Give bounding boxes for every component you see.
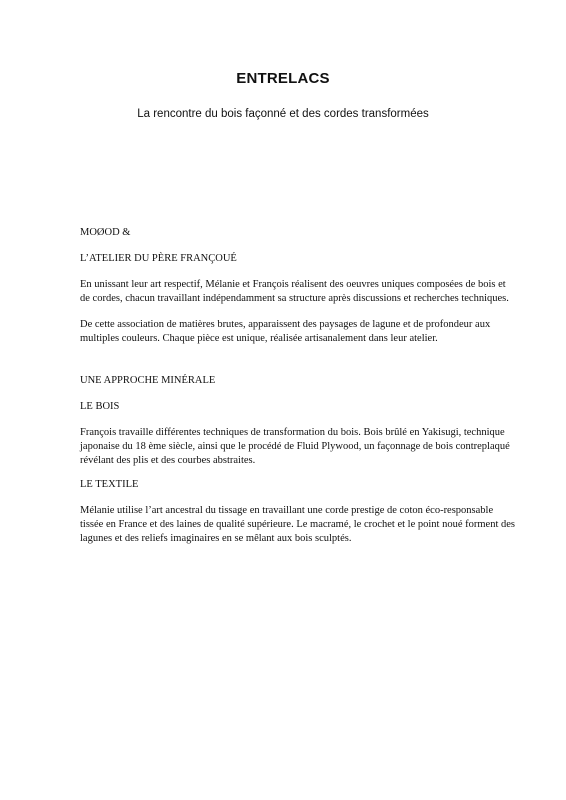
association-paragraph: De cette association de matières brutes, apparaissent des paysages de lagune et de profondeur aux multiples couleurs. Chaque pièce est unique, réalisée artisanalement dans leur atelier. [80, 319, 491, 344]
wood-paragraph: François travaille différentes techniques de transformation du bois. Bois brûlé en Yakisugi, technique japonaise du 18 ème siècle, ainsi que le procédé de Fluid Plywood, un façonnage de bois contreplaqué révélant des plis et des courbes abstraites. [80, 427, 510, 466]
approach-heading: UNE APPROCHE MINÉRALE [80, 375, 216, 386]
textile-heading: LE TEXTILE [80, 479, 139, 490]
document-title: ENTRELACS [236, 70, 330, 87]
textile-paragraph: Mélanie utilise l’art ancestral du tissage en travaillant une corde prestige de coton éco-responsable tissée en France et des laines de qualité supérieure. Le macramé, le crochet et le point noué forment des lagunes et des reliefs imaginaires en se mêlant aux bois sculptés. [80, 505, 515, 544]
document-body [80, 226, 516, 546]
intro-paragraph: En unissant leur art respectif, Mélanie et François réalisent des oeuvres uniques composées de bois et de cordes, chacun travaillant indépendamment sa structure après discussions et recherches techniques. [80, 279, 509, 304]
document-subtitle: La rencontre du bois façonné et des cordes transformées [137, 108, 429, 120]
wood-heading: LE BOIS [80, 401, 120, 412]
atelier-heading: L’ATELIER DU PÈRE FRANÇOUÉ [80, 253, 237, 264]
brand-heading: MOØOD & [80, 227, 131, 238]
